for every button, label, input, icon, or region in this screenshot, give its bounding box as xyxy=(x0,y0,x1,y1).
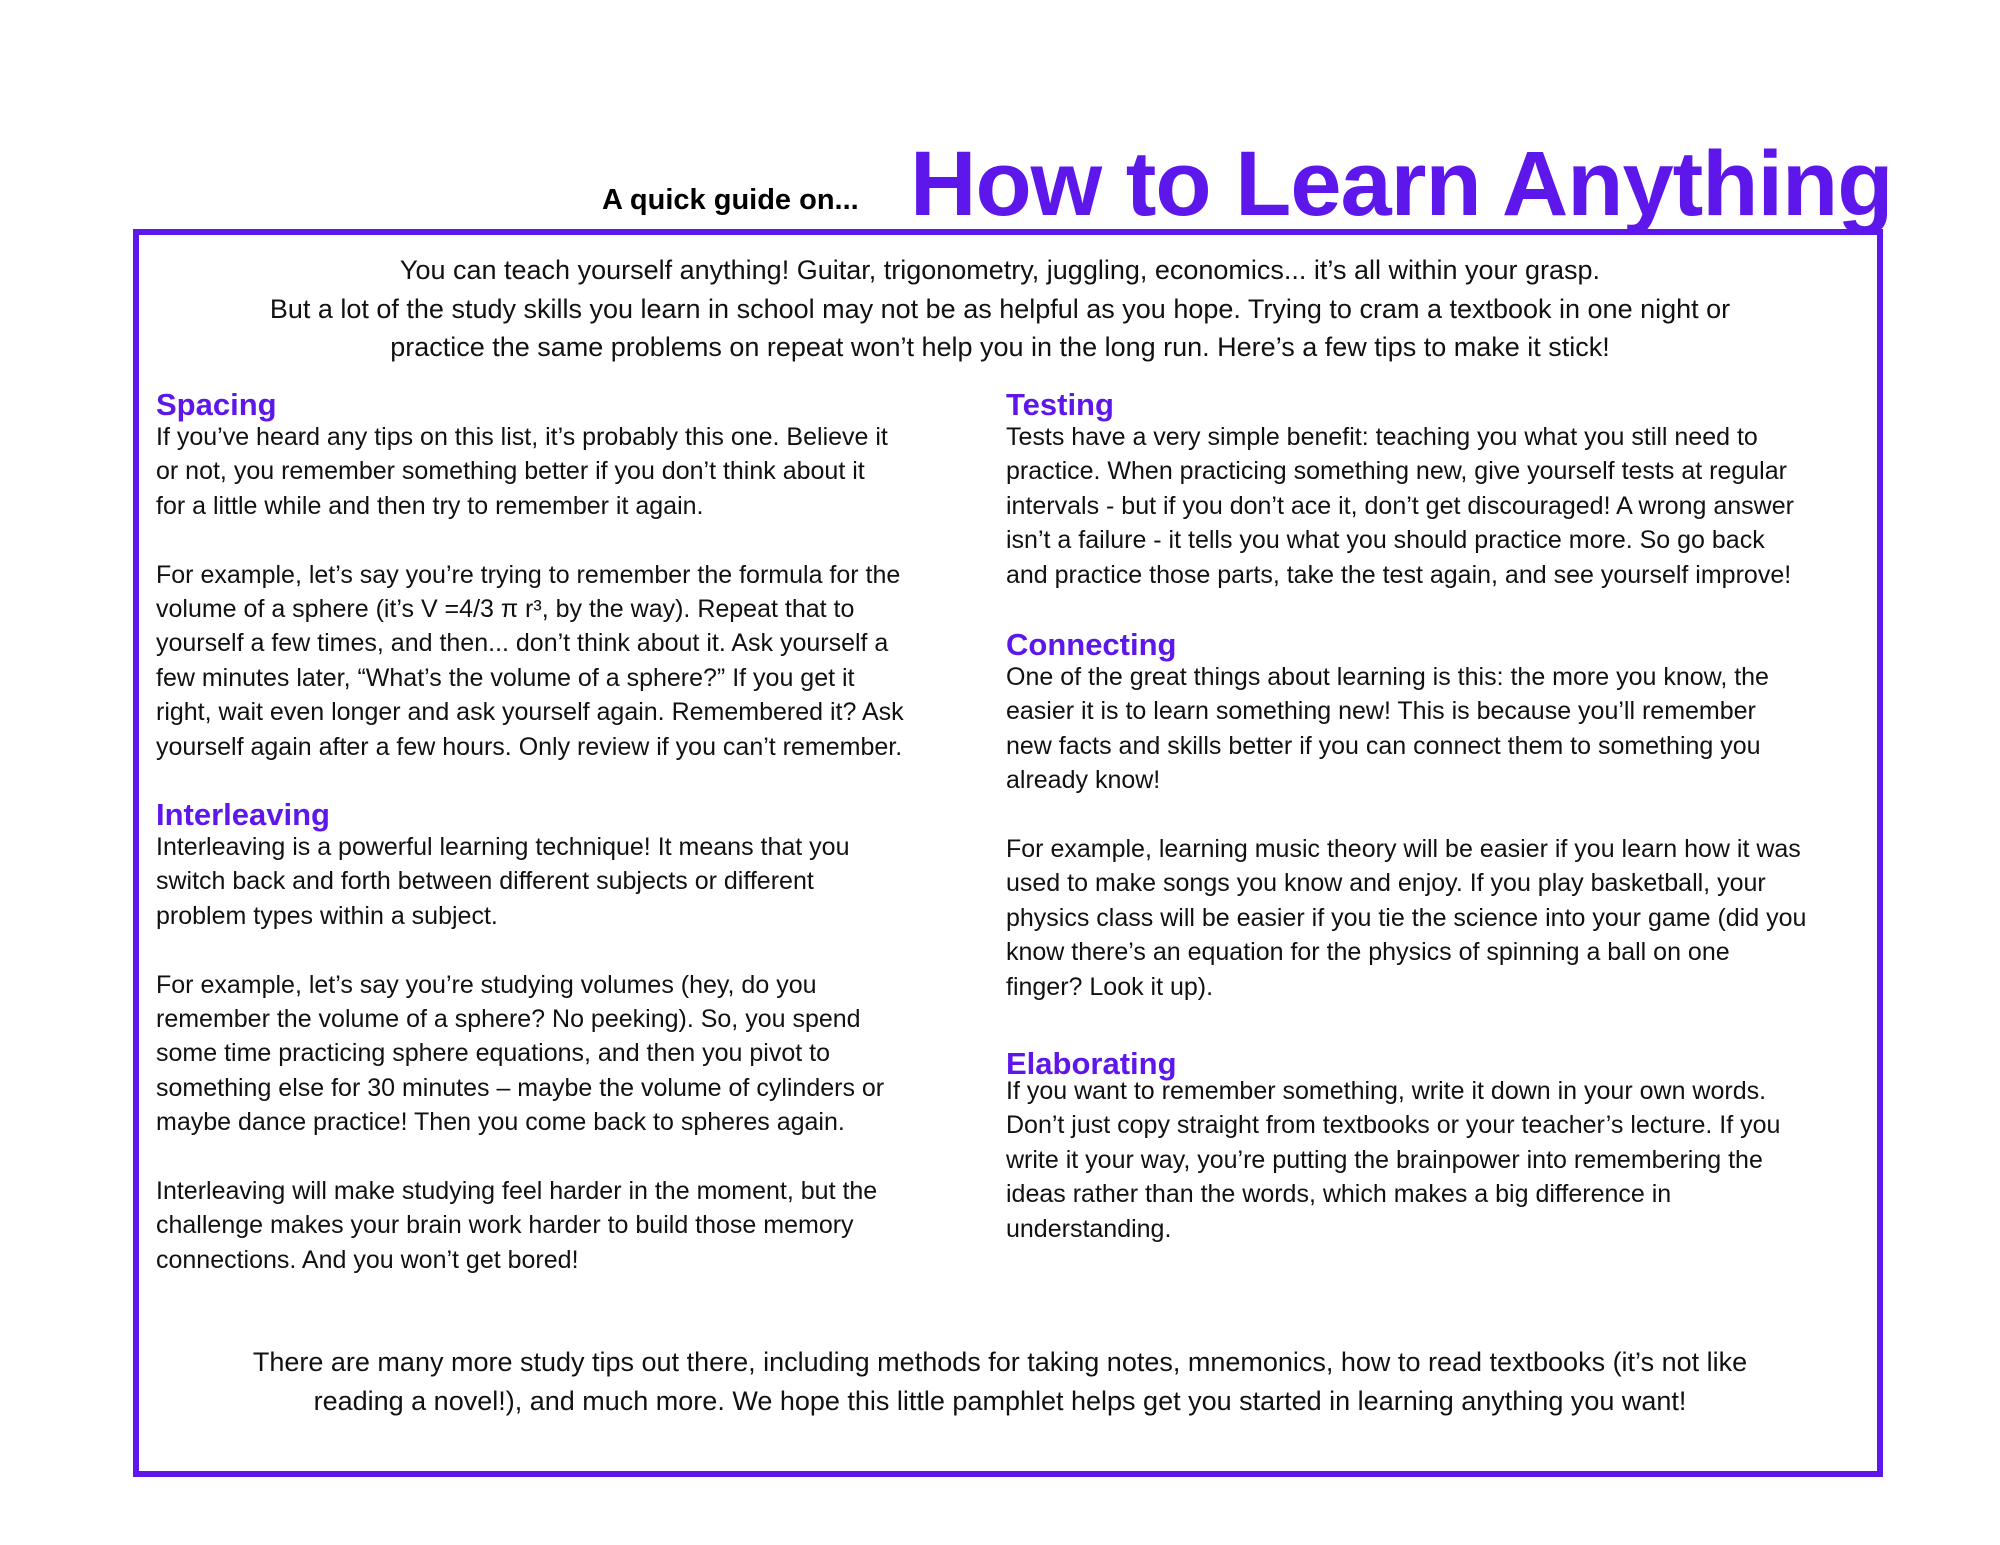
text-line: some time practicing sphere equations, and then you pivot to xyxy=(156,1039,831,1068)
text-line: For example, let’s say you’re trying to remember the formula for the xyxy=(156,560,901,589)
paragraph xyxy=(1006,832,1836,1004)
outro-line: reading a novel!), and much more. We hope this little pamphlet helps get you started in learning anything you want! xyxy=(313,1385,1687,1416)
text-line: and practice those parts, take the test again, and see yourself improve! xyxy=(1006,560,1792,589)
section-testing xyxy=(1006,389,1836,592)
text-line: easier it is to learn something new! This is because you’ll remember xyxy=(1006,697,1756,726)
text-line: isn’t a failure - it tells you what you should practice more. So go back xyxy=(1006,526,1765,555)
text-line: maybe dance practice! Then you come back to spheres again. xyxy=(156,1108,845,1137)
section-elaborating xyxy=(1006,1048,1836,1246)
section-connecting xyxy=(1006,629,1836,1004)
paragraph xyxy=(1006,660,1836,798)
text-line: For example, let’s say you’re studying volumes (hey, do you xyxy=(156,970,817,999)
paragraph xyxy=(1006,1074,1836,1246)
text-line: for a little while and then try to remember it again. xyxy=(156,491,704,520)
text-line: If you want to remember something, write it down in your own words. xyxy=(1006,1077,1767,1105)
section-interleaving xyxy=(156,799,986,1277)
text-line: One of the great things about learning is this: the more you know, the xyxy=(1006,663,1769,691)
text-line: challenge makes your brain work harder to build those memory xyxy=(156,1211,854,1240)
text-line: Interleaving will make studying feel harder in the moment, but the xyxy=(156,1177,878,1206)
text-line: know there’s an equation for the physics of spinning a ball on one xyxy=(1006,938,1730,967)
text-line: yourself again after a few hours. Only review if you can’t remember. xyxy=(156,732,903,761)
intro xyxy=(0,251,2000,367)
subtitle: A quick guide on... xyxy=(602,184,859,216)
text-line: connections. And you won’t get bored! xyxy=(156,1245,579,1274)
section-heading: Connecting xyxy=(1006,627,1177,662)
text-line: For example, learning music theory will be easier if you learn how it was xyxy=(1006,835,1801,864)
paragraph xyxy=(156,420,986,523)
text-line: yourself a few times, and then... don’t think about it. Ask yourself a xyxy=(156,629,889,658)
text-line: If you’ve heard any tips on this list, it’s probably this one. Believe it xyxy=(156,423,888,451)
paragraph xyxy=(1006,420,1836,592)
intro-line: practice the same problems on repeat won’t help you in the long run. Here’s a few tips to make it stick! xyxy=(390,332,1610,363)
text-line: or not, you remember something better if you don’t think about it xyxy=(156,457,865,486)
text-line: few minutes later, “What’s the volume of a sphere?” If you get it xyxy=(156,663,855,692)
text-line: remember the volume of a sphere? No peeking). So, you spend xyxy=(156,1005,861,1034)
section-spacing xyxy=(156,389,986,764)
page-title: How to Learn Anything xyxy=(910,133,1893,235)
text-line: already know! xyxy=(1006,766,1161,795)
text-line: used to make songs you know and enjoy. If you play basketball, your xyxy=(1006,869,1766,898)
intro-line: But a lot of the study skills you learn in school may not be as helpful as you hope. Trying to cram a textbook in one night or xyxy=(269,293,1731,324)
text-line: switch back and forth between different subjects or different xyxy=(156,867,814,896)
paragraph xyxy=(156,830,986,933)
text-line: intervals - but if you don’t ace it, don’t get discouraged! A wrong answer xyxy=(1006,491,1794,520)
section-heading: Elaborating xyxy=(1006,1046,1177,1081)
section-heading: Testing xyxy=(1006,387,1114,422)
text-line: ideas rather than the words, which makes a big difference in xyxy=(1006,1180,1672,1209)
paragraph xyxy=(156,1174,986,1277)
text-line: Interleaving is a powerful learning technique! It means that you xyxy=(156,833,850,861)
text-line: Tests have a very simple benefit: teaching you what you still need to xyxy=(1006,423,1758,451)
text-line: new facts and skills better if you can connect them to something you xyxy=(1006,731,1761,760)
intro-line: You can teach yourself anything! Guitar, trigonometry, juggling, economics... it’s all within your grasp. xyxy=(399,255,1601,285)
section-heading: Spacing xyxy=(156,387,277,422)
text-line: practice. When practicing something new, give yourself tests at regular xyxy=(1006,457,1787,486)
text-line: understanding. xyxy=(1006,1214,1172,1243)
text-line: volume of a sphere (it’s V =4/3 π r³, by the way). Repeat that to xyxy=(156,595,855,624)
text-line: finger? Look it up). xyxy=(1006,972,1214,1001)
text-line: problem types within a subject. xyxy=(156,901,498,930)
outro xyxy=(0,1343,2000,1420)
text-line: something else for 30 minutes – maybe the volume of cylinders or xyxy=(156,1073,885,1102)
section-heading: Interleaving xyxy=(156,797,330,832)
text-line: physics class will be easier if you tie the science into your game (did you xyxy=(1006,903,1807,932)
text-line: right, wait even longer and ask yourself again. Remembered it? Ask xyxy=(156,698,904,727)
text-line: write it your way, you’re putting the brainpower into remembering the xyxy=(1006,1145,1763,1174)
outro-line: There are many more study tips out there, including methods for taking notes, mnemonics, how to read textbooks (it’s not like xyxy=(252,1347,1748,1377)
paragraph xyxy=(156,558,986,764)
text-line: Don’t just copy straight from textbooks or your teacher’s lecture. If you xyxy=(1006,1111,1781,1140)
paragraph xyxy=(156,968,986,1140)
